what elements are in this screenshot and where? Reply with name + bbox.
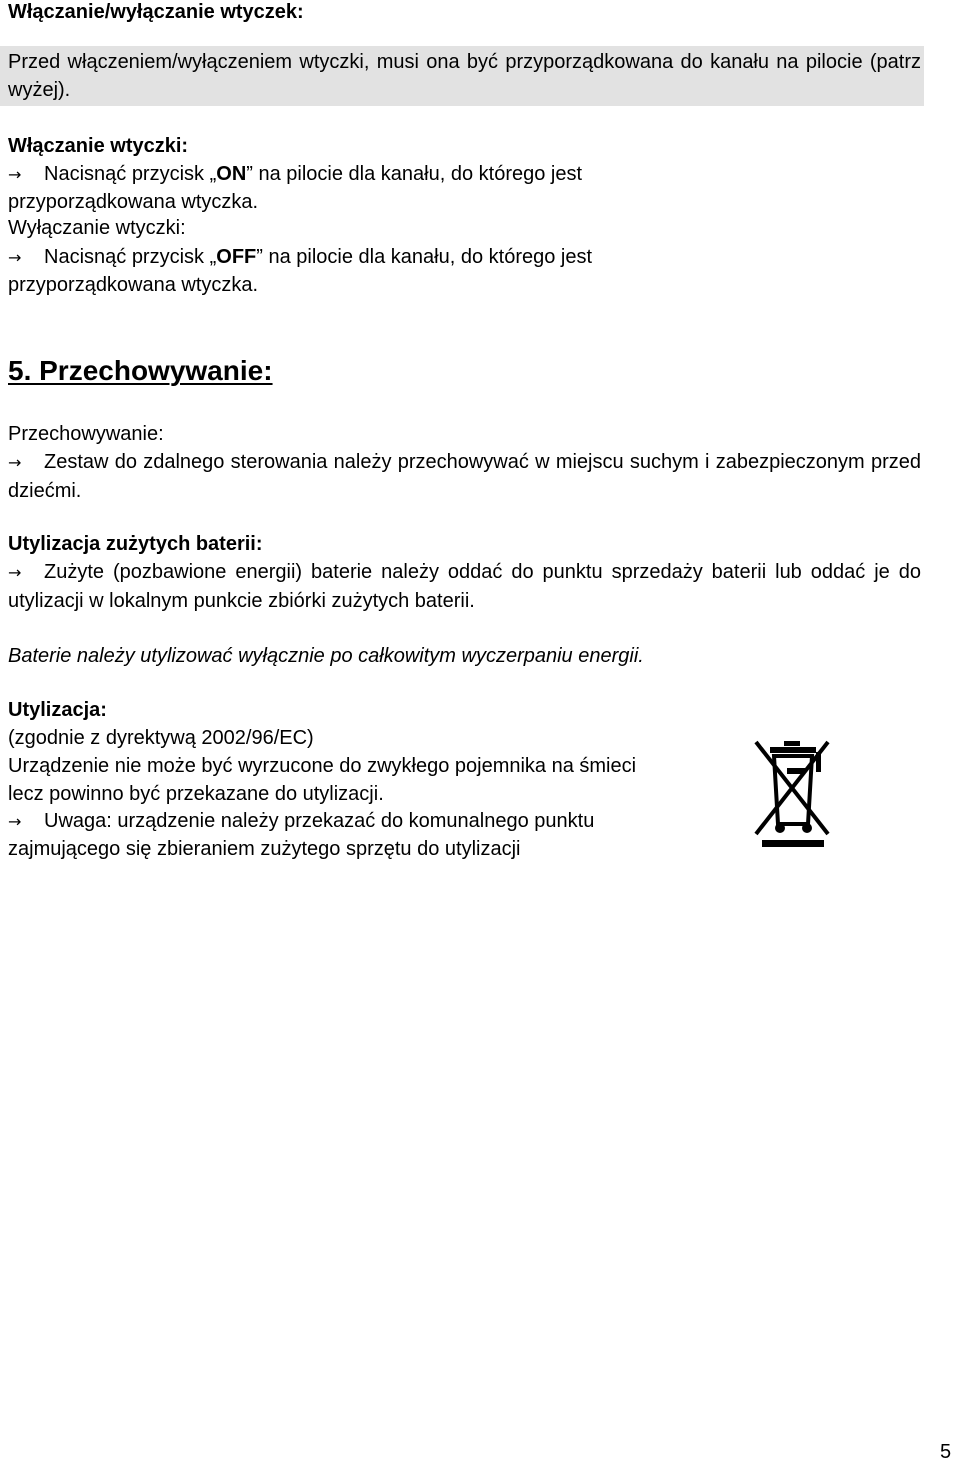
storage-heading: Przechowywanie: — [8, 423, 164, 445]
on-heading: Włączanie wtyczki: — [8, 135, 189, 157]
on-step-continuation: przyporządkowana wtyczka. — [8, 191, 259, 213]
on-step-text-after: ” na pilocie dla kanału, do którego jest — [246, 163, 583, 185]
arrow-icon: → — [8, 563, 22, 582]
off-step — [8, 245, 592, 270]
disposal-line: lecz powinno być przekazane do utylizacji. — [8, 783, 384, 805]
disposal-line: Urządzenie nie może być wyrzucone do zwykłego pojemnika na śmieci — [8, 755, 637, 777]
crossed-out-wheelie-bin-icon — [752, 738, 832, 848]
section-title: 5. Przechowywanie: — [8, 355, 273, 386]
off-heading: Wyłączanie wtyczki: — [8, 217, 186, 239]
arrow-icon: → — [8, 248, 22, 267]
disposal-directive: (zgodnie z dyrektywą 2002/96/EC) — [8, 727, 314, 749]
disposal-step-text: Uwaga: urządzenie należy przekazać do komunalnego punktu — [44, 810, 595, 832]
storage-text: Zestaw do zdalnego sterowania należy przechowywać w miejscu suchym i zabezpieczonym przed dziećmi. — [8, 451, 921, 502]
off-step-text-after: ” na pilocie dla kanału, do którego jest — [256, 246, 593, 268]
disposal-step — [8, 809, 594, 834]
disposal-step-continuation: zajmującego się zbieraniem zużytego sprzętu do utylizacji — [8, 838, 521, 860]
off-step-continuation: przyporządkowana wtyczka. — [8, 274, 259, 296]
arrow-icon: → — [8, 812, 22, 831]
heading-switching: Włączanie/wyłączanie wtyczek: — [8, 1, 304, 23]
battery-heading: Utylizacja zużytych baterii: — [8, 533, 263, 555]
storage-paragraph — [8, 448, 921, 505]
note-box-text: Przed włączeniem/wyłączeniem wtyczki, musi ona być przyporządkowana do kanału na pilocie (patrz wyżej). — [8, 51, 921, 101]
off-key: OFF — [216, 246, 257, 268]
battery-text: Zużyte (pozbawione energii) baterie należy oddać do punktu sprzedaży baterii lub oddać je do utylizacji w lokalnym punkcie zbiórki zużytych baterii. — [8, 561, 921, 612]
off-step-text-before: Nacisnąć przycisk „ — [44, 246, 217, 268]
arrow-icon: → — [8, 165, 22, 184]
on-step-text-before: Nacisnąć przycisk „ — [44, 163, 217, 185]
on-key: ON — [216, 163, 247, 185]
battery-note: Baterie należy utylizować wyłącznie po całkowitym wyczerpaniu energii. — [8, 645, 644, 667]
on-step — [8, 162, 582, 187]
arrow-icon: → — [8, 453, 22, 472]
page-number: 5 — [940, 1441, 952, 1463]
disposal-heading: Utylizacja: — [8, 699, 107, 721]
battery-paragraph — [8, 558, 921, 615]
